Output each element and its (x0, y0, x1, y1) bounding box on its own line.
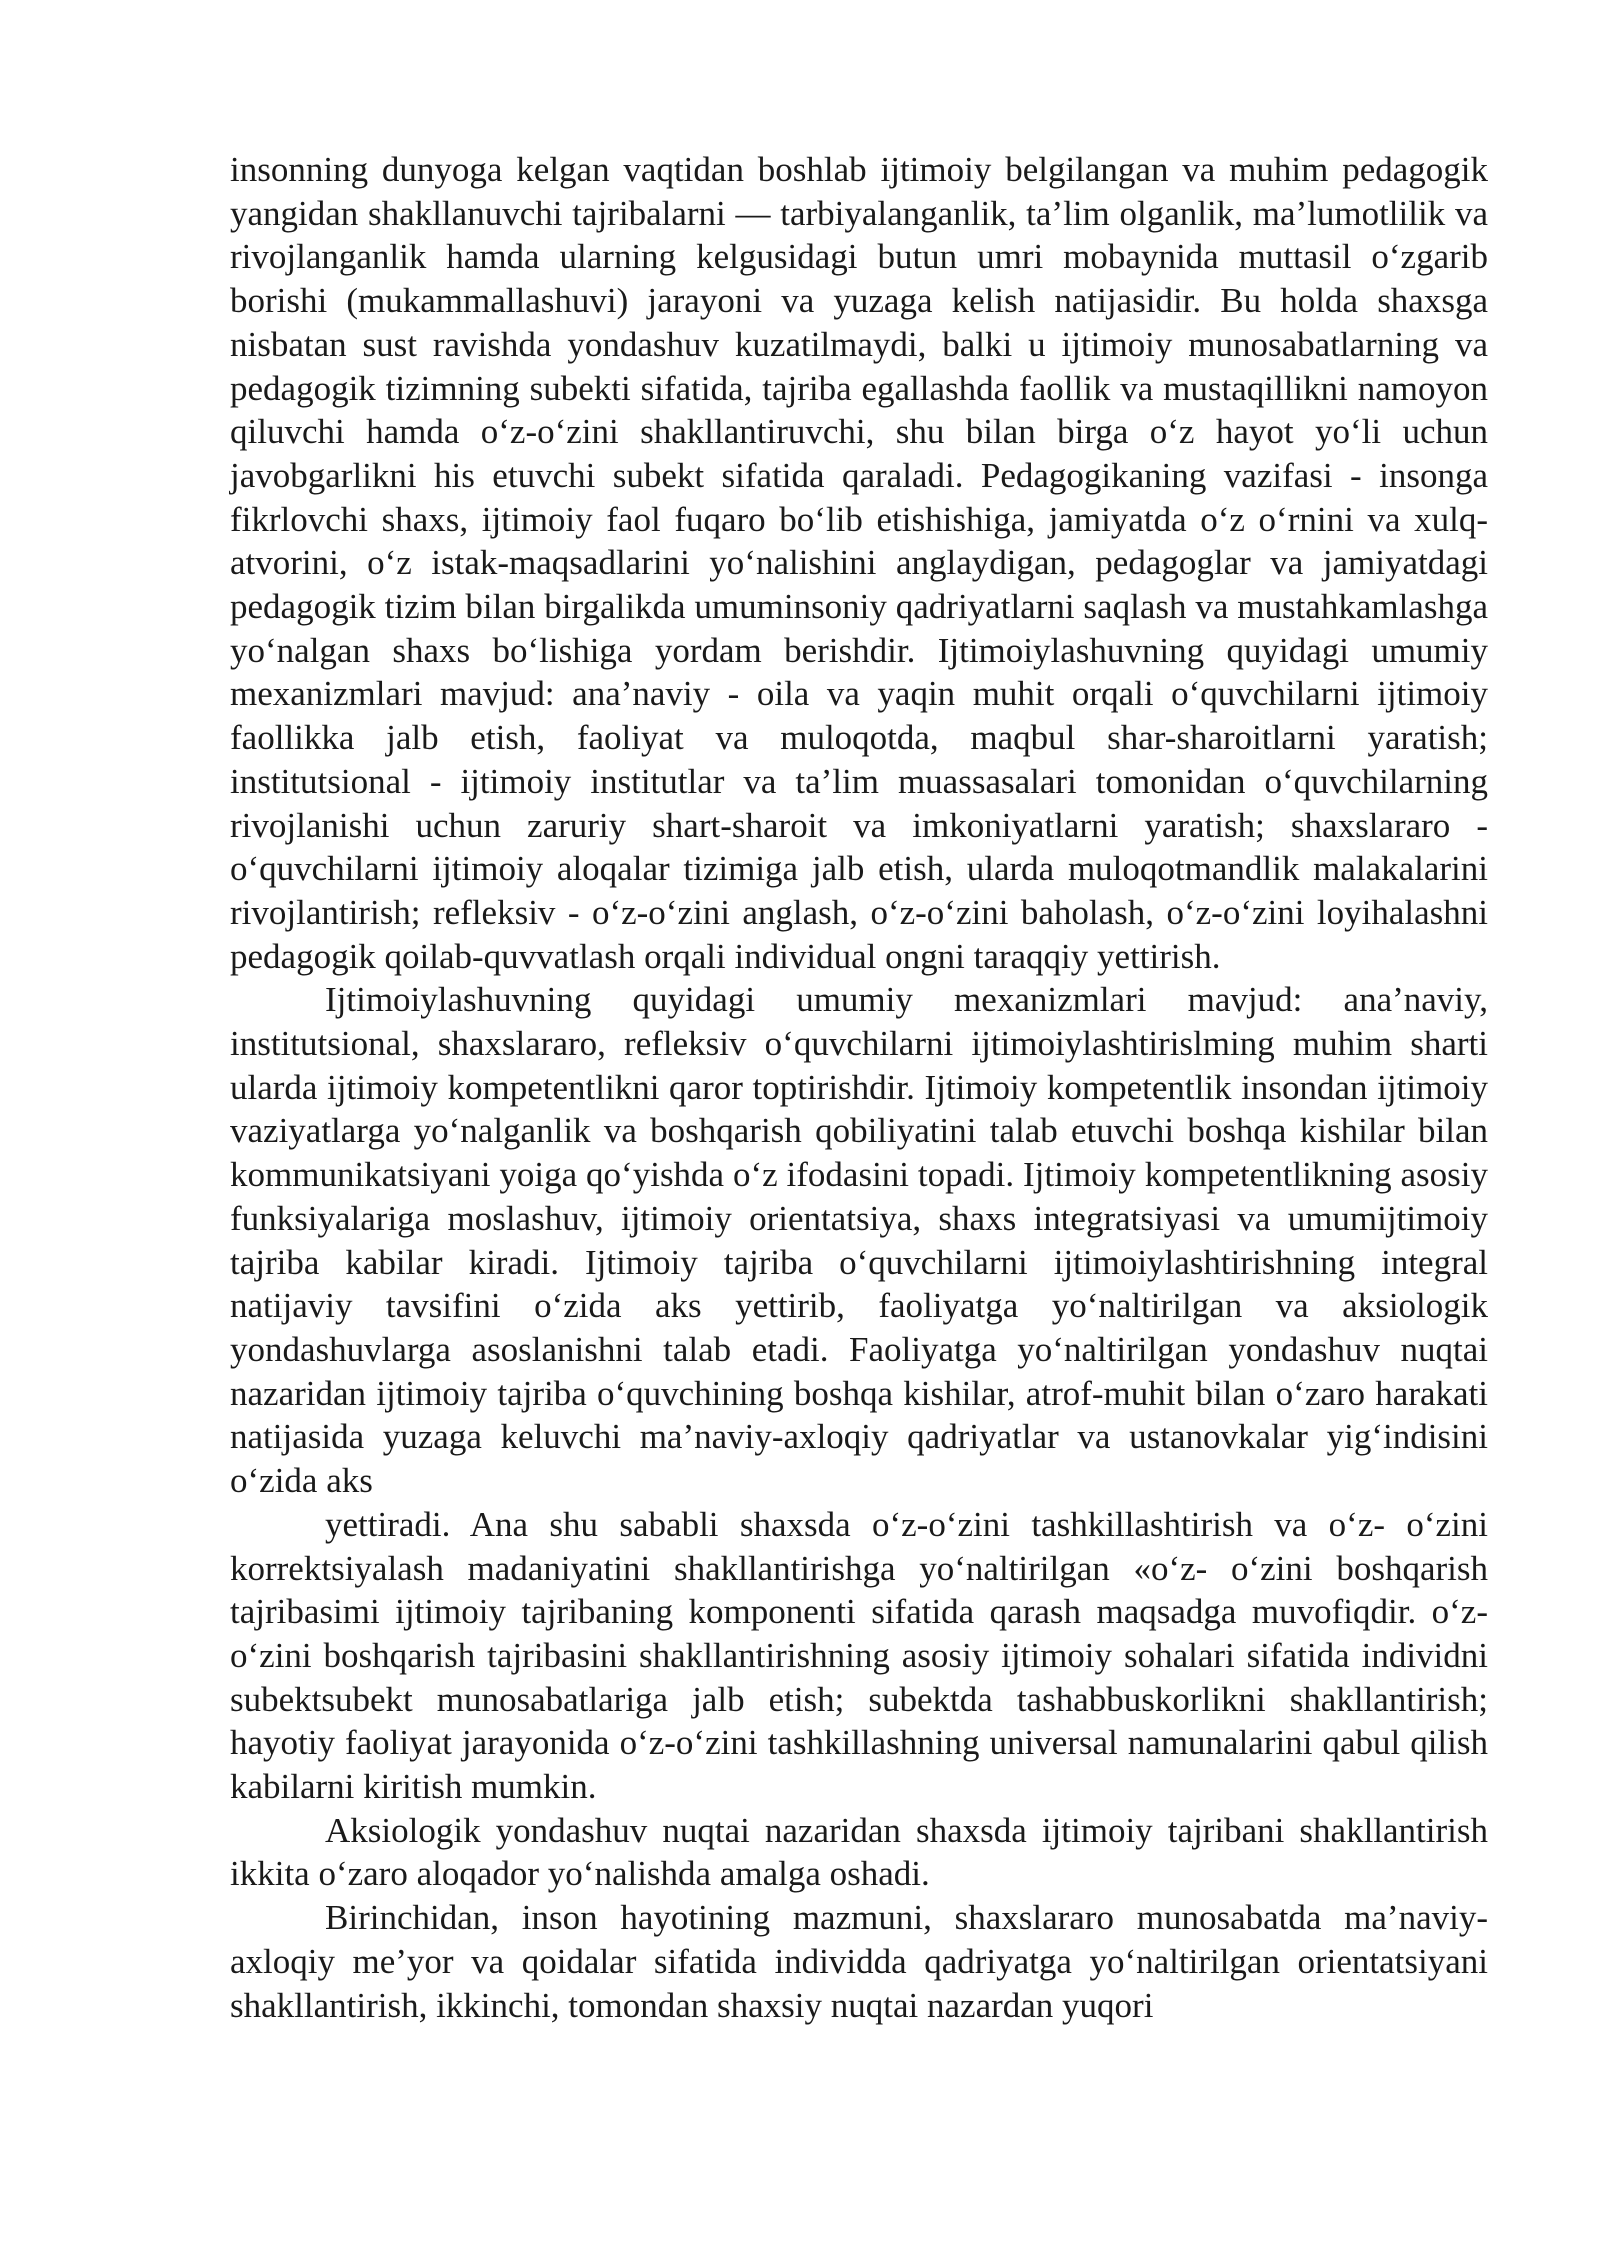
document-page (230, 148, 1488, 2027)
paragraph-4: Aksiologik yondashuv nuqtai nazaridan shaxsda ijtimoiy tajribani shakllantirish ikkita o‘zaro aloqador yo‘nalishda amalga oshadi. (230, 1810, 1488, 1894)
paragraph-3: yettiradi. Ana shu sababli shaxsda o‘z-o‘zini tashkillashtirish va o‘z- o‘zini korrektsiyalash madaniyatini shakllantirishga yo‘naltirilgan «o‘z- o‘zini boshqarish tajribasimi ijtimoiy tajribaning komponenti sifatida qarash maqsadga muvofiqdir. o‘z-o‘zini boshqarish tajribasini shakllantirishning asosiy ijtimoiy sohalari sifatida individni subektsubekt munosabatlariga jalb etish; subektda tashabbuskorlikni shakllantirish; hayotiy faoliyat jarayonida o‘z-o‘zini tashkillashning universal namunalarini qabul qilish kabilarni kiritish mumkin. (230, 1504, 1488, 1807)
paragraph-2: Ijtimoiylashuvning quyidagi umumiy mexanizmlari mavjud: ana’naviy, institutsional, shaxslararo, refleksiv o‘quvchilarni ijtimoiylashtirislming muhim sharti ularda ijtimoiy kompetentlikni qaror toptirishdir. Ijtimoiy kompetentlik insondan ijtimoiy vaziyatlarga yo‘nalganlik va boshqarish qobiliyatini talab etuvchi boshqa kishilar bilan kommunikatsiyani yoiga qo‘yishda o‘z ifodasini topadi. Ijtimoiy kompetentlikning asosiy funksiyalariga moslashuv, ijtimoiy orientatsiya, shaxs integratsiyasi va umumijtimoiy tajriba kabilar kiradi. Ijtimoiy tajriba o‘quvchilarni ijtimoiylashtirishning integral natijaviy tavsifini o‘zida aks yettirib, faoliyatga yo‘naltirilgan va aksiologik yondashuvlarga asoslanishni talab etadi. Faoliyatga yo‘naltirilgan yondashuv nuqtai nazaridan ijtimoiy tajriba o‘quvchining boshqa kishilar, atrof-muhit bilan o‘zaro harakati natijasida yuzaga keluvchi ma’naviy-axloqiy qadriyatlar va ustanovkalar yig‘indisini o‘zida aks (230, 980, 1488, 1501)
paragraph-5: Birinchidan, inson hayotining mazmuni, shaxslararo munosabatda ma’naviy-axloqiy me’yor va qoidalar sifatida individda qadriyatga yo‘naltirilgan orientatsiyani shakllantirish, ikkinchi, tomondan shaxsiy nuqtai nazardan yuqori (230, 1898, 1488, 2025)
paragraph-1: insonning dunyoga kelgan vaqtidan boshlab ijtimoiy belgilangan va muhim pedagogik yangidan shakllanuvchi tajribalarni — tarbiyalanganlik, ta’lim olganlik, ma’lumotlilik va rivojlanganlik hamda ularning kelgusidagi butun umri mobaynida muttasil o‘zgarib borishi (mukammallashuvi) jarayoni va yuzaga kelish natijasidir. Bu holda shaxsga nisbatan sust ravishda yondashuv kuzatilmaydi, balki u ijtimoiy munosabatlarning va pedagogik tizimning subekti sifatida, tajriba egallashda faollik va mustaqillikni namoyon qiluvchi hamda o‘z-o‘zini shakllantiruvchi, shu bilan birga o‘z hayot yo‘li uchun javobgarlikni his etuvchi subekt sifatida qaraladi. Pedagogikaning vazifasi - insonga fikrlovchi shaxs, ijtimoiy faol fuqaro bo‘lib etishishiga, jamiyatda o‘z o‘rnini va xulq- atvorini, o‘z istak-maqsadlarini yo‘nalishini anglaydigan, pedagoglar va jamiyatdagi pedagogik tizim bilan birgalikda umuminsoniy qadriyatlarni saqlash va mustahkamlashga yo‘nalgan shaxs bo‘lishiga yordam berishdir. Ijtimoiylashuvning quyidagi umumiy mexanizmlari mavjud: ana’naviy - oila va yaqin muhit orqali o‘quvchilarni ijtimoiy faollikka jalb etish, faoliyat va muloqotda, maqbul shar-sharoitlarni yaratish; institutsional - ijtimoiy institutlar va ta’lim muassasalari tomonidan o‘quvchilarning rivojlanishi uchun zaruriy shart-sharoit va imkoniyatlarni yaratish; shaxslararo - o‘quvchilarni ijtimoiy aloqalar tizimiga jalb etish, ularda muloqotmandlik malakalarini rivojlantirish; refleksiv - o‘z-o‘zini anglash, o‘z-o‘zini baholash, o‘z-o‘zini loyihalashni pedagogik qoilab-quvvatlash orqali individual ongni taraqqiy yettirish. (230, 150, 1488, 976)
